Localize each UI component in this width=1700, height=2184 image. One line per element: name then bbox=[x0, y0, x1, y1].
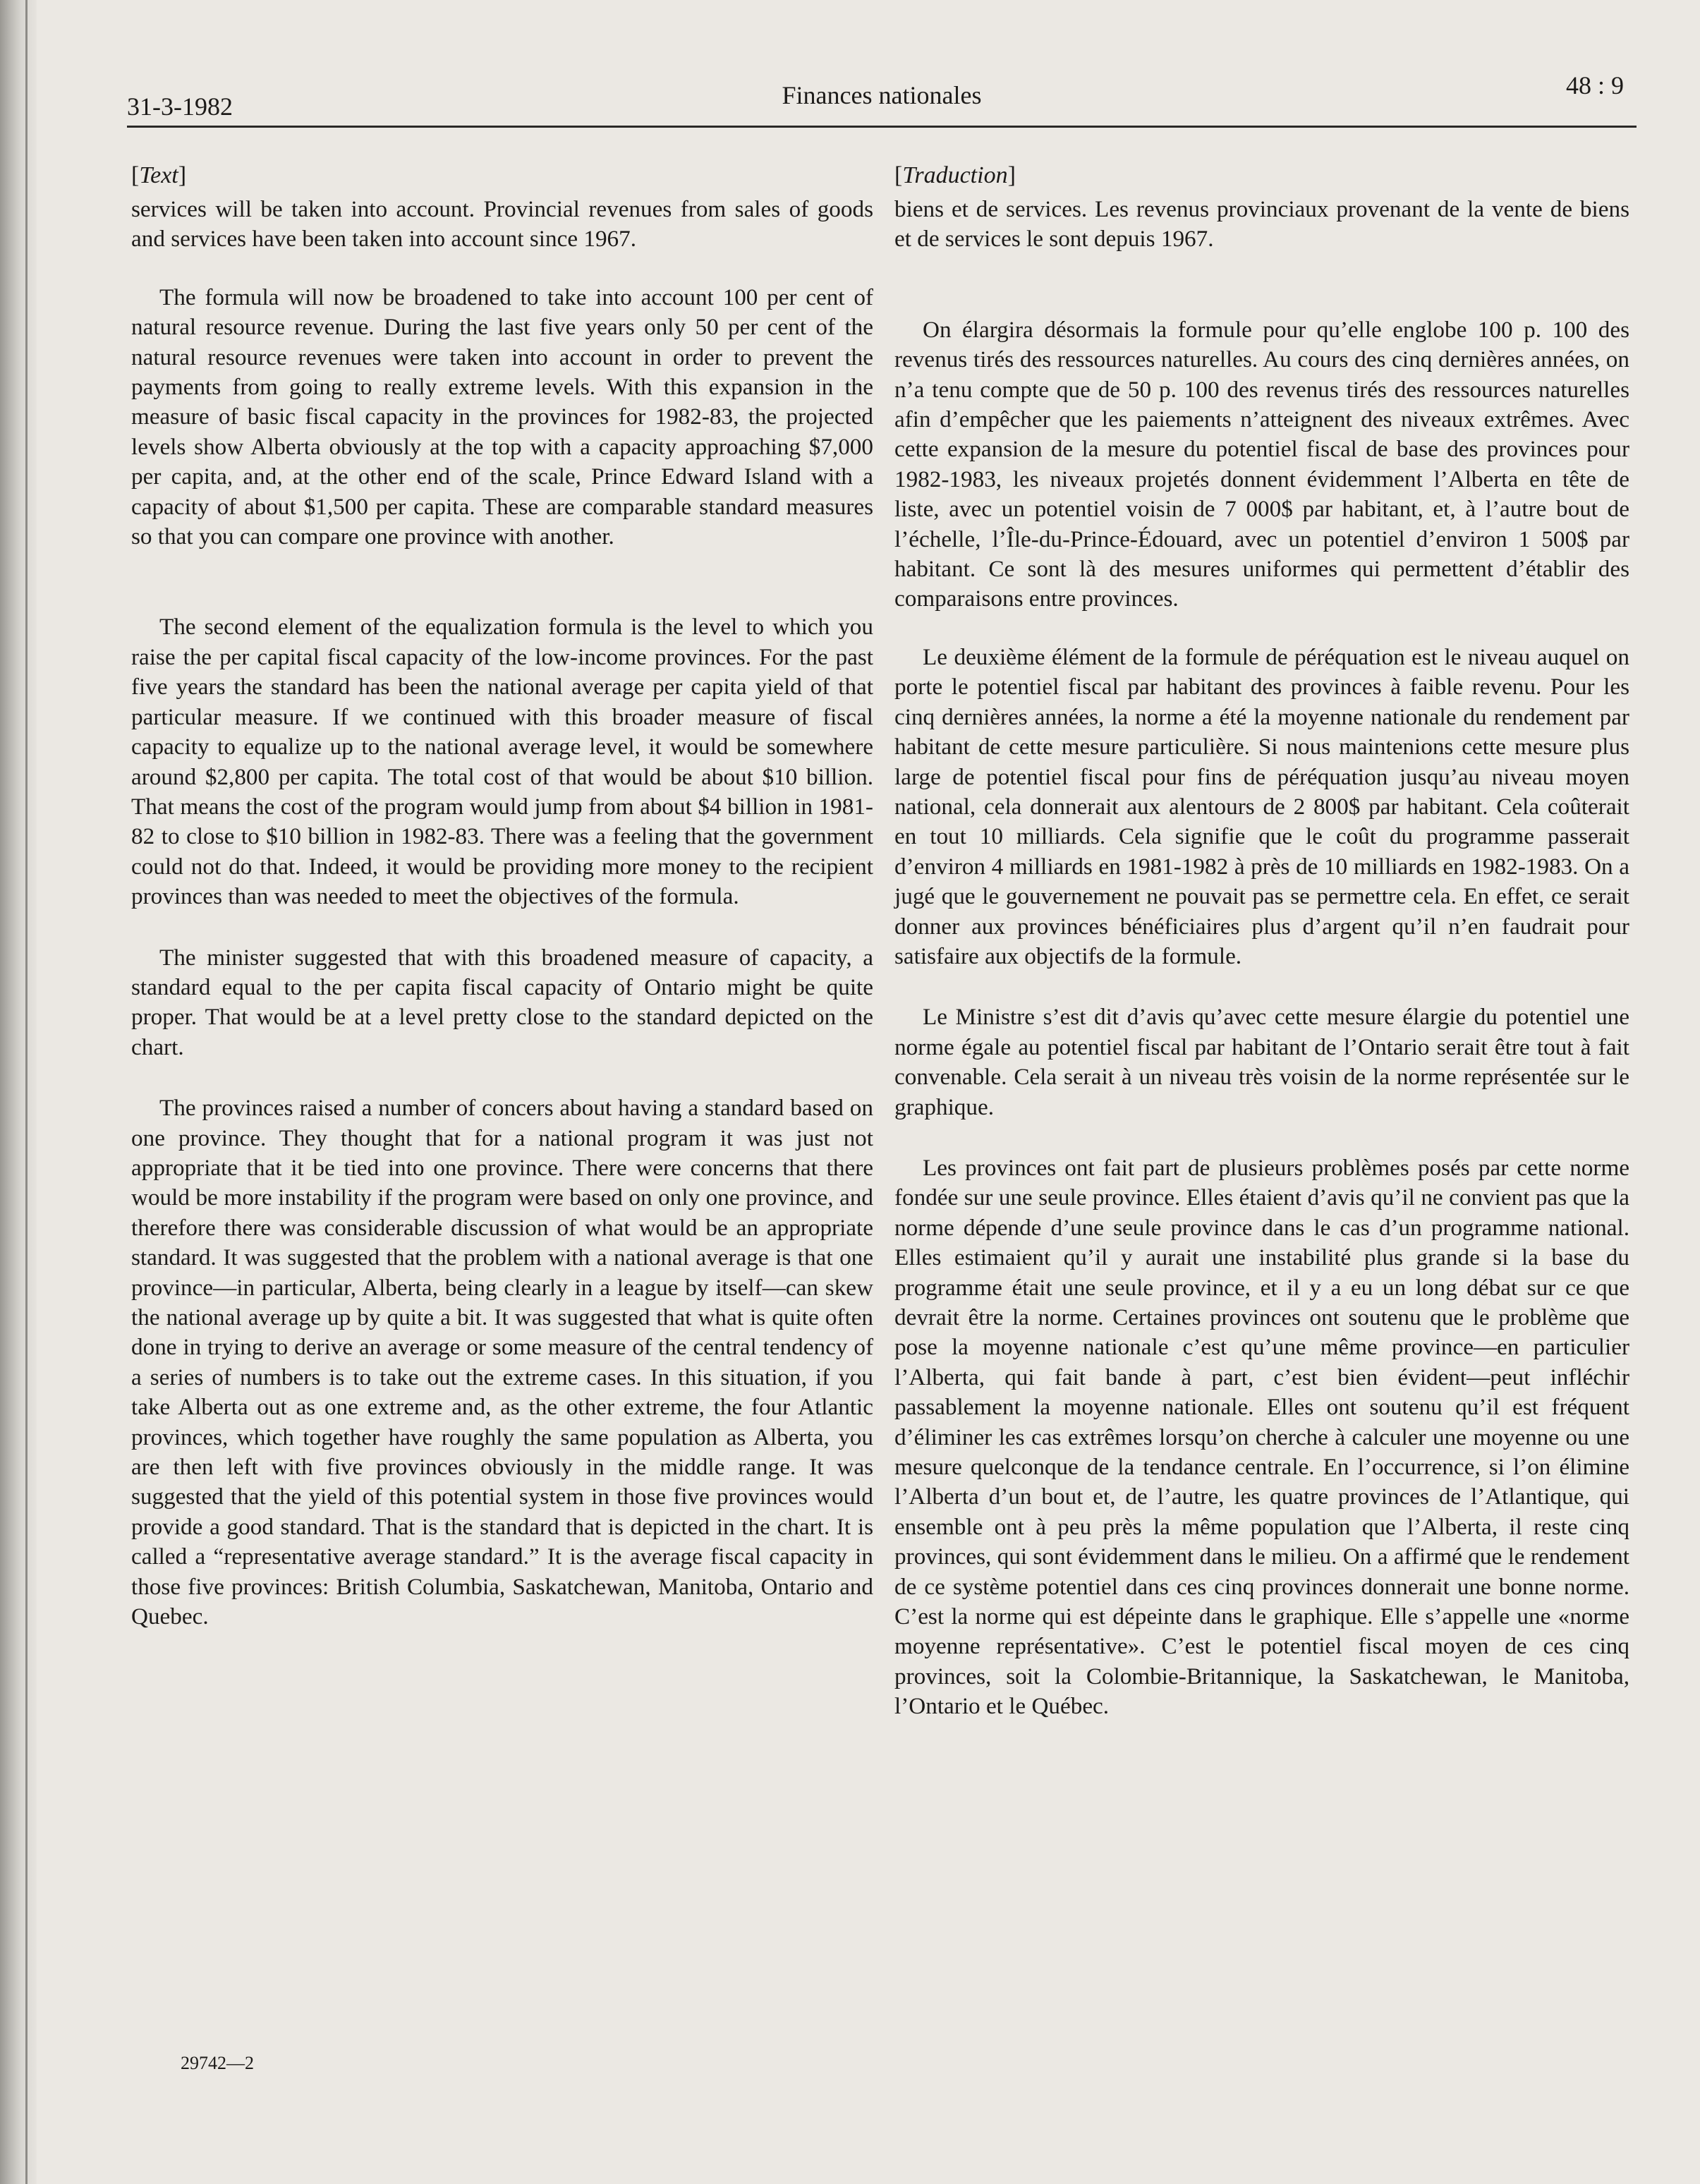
right-paragraph-4: Le Ministre s’est dit d’avis qu’avec cette mesure élargie du potentiel une norme égale au potentiel fiscal par habitant de l’Ontario serait être tout à fait convenable. Cela serait à un niveau très voisin de la norme représentée sur le graphique. bbox=[894, 1004, 1629, 1120]
right-tag-text: Traduction bbox=[902, 162, 1008, 188]
right-column-french bbox=[894, 161, 1629, 1722]
left-paragraph-1: services will be taken into account. Provincial revenues from sales of goods and services have been taken into account since 1967. bbox=[131, 196, 873, 253]
footer-print-code: 29742—2 bbox=[181, 2053, 254, 2073]
left-tag-text: Text bbox=[139, 162, 178, 188]
header-rule bbox=[127, 126, 1637, 128]
page-binding-shadow bbox=[0, 0, 37, 2184]
left-paragraph-2: The formula will now be broadened to take into account 100 per cent of natural resource revenue. During the last five years only 50 per cent of the natural resource revenues were taken into account in order to prevent the payments from going to really extreme levels. With this expansion in the measure of basic fiscal capacity in the provinces for 1982-83, the projected levels show Alberta obviously at the top with a capacity approaching $7,000 per capita, and, at the other end of the scale, Prince Edward Island with a capacity of about $1,500 per capita. These are comparable standard measures so that you can compare one province with another. bbox=[131, 284, 873, 550]
left-column-english bbox=[131, 161, 873, 1632]
right-paragraph-1: biens et de services. Les revenus provinciaux provenant de la vente de biens et de services le sont depuis 1967. bbox=[894, 196, 1629, 253]
header-title: Finances nationales bbox=[782, 81, 982, 109]
header-date: 31-3-1982 bbox=[127, 92, 233, 121]
binding-edge-line bbox=[25, 0, 28, 2184]
left-paragraph-5: The provinces raised a number of concers about having a standard based on one province. They thought that for a national program it was just not appropriate that it be tied into one province. There were concerns that there would be more instability if the program were based on only one province, and therefore there was considerable discussion of what would be an appropriate standard. It was suggested that the problem with a national average is that one province—in particular, Alberta, being clearly in a league by itself—can skew the national average up by quite a bit. It was suggested that what is quite often done in trying to derive an average or some measure of the central tendency of a series of numbers is to take out the extreme cases. In this situation, if you take Alberta out as one extreme and, as the other extreme, the four Atlantic provinces, which together have roughly the same population as Alberta, you are then left with five provinces obviously in the middle range. It was suggested that the yield of this potential system in those five provinces would provide a good standard. That is the standard that is depicted in the chart. It is called a “representative average standard.” It is the average fiscal capacity in those five provinces: British Columbia, Saskatchewan, Manitoba, Ontario and Quebec. bbox=[131, 1095, 873, 1630]
header-page-number: 48 : 9 bbox=[1565, 71, 1624, 99]
left-paragraph-4: The minister suggested that with this broadened measure of capacity, a standard equal to the per capita fiscal capacity of Ontario might be quite proper. That would be at a level pretty close to the standard depicted on the chart. bbox=[131, 944, 873, 1060]
right-paragraph-5: Les provinces ont fait part de plusieurs problèmes posés par cette norme fondée sur une seule province. Elles étaient d’avis qu’il ne convient pas que la norme dépende d’une seule province dans le cas d’un programme national. Elles estimaient qu’il y aurait une instabilité plus grande si la base du programme était une seule province, et il y a eu un long débat sur ce que devrait être la norme. Certaines provinces ont soutenu que le problème que pose la moyenne nationale c’est qu’une même province—en particulier l’Alberta, qui fait bande à part, c’est bien évident—peut infléchir passablement la moyenne nationale. Elles ont soutenu qu’il est fréquent d’éliminer les cas extrêmes lorsqu’on cherche à calculer une moyenne ou une mesure quelconque de la tendance centrale. En l’occurrence, si l’on élimine l’Alberta d’un bout et, de l’autre, les quatre provinces de l’Atlantique, qui ensemble ont à peu près la même population que l’Alberta, il reste cinq provinces, qui sont évidemment dans le milieu. On a affirmé que le rendement de ce système potentiel dans ces cinq provinces donnerait une bonne norme. C’est la norme qui est dépeinte dans le graphique. Elle s’appelle une «norme moyenne représentative». C’est le potentiel fiscal moyen de ces cinq provinces, soit la Colombie-Britannique, la Saskatchewan, le Manitoba, l’Ontario et le Québec. bbox=[894, 1154, 1629, 1720]
right-paragraph-3: Le deuxième élément de la formule de péréquation est le niveau auquel on porte le potentiel fiscal par habitant des provinces à faible revenu. Pour les cinq dernières années, la norme a été la moyenne nationale du rendement par habitant de cette mesure particulière. Si nous maintenions cette mesure plus large de potentiel fiscal pour fins de péréquation jusqu’au niveau moyen national, cela donnerait aux alentours de 2 800$ par habitant. Cela coûterait en tout 10 milliards. Cela signifie que le coût du programme passerait d’environ 4 milliards en 1981-1982 à près de 10 milliards en 1982-1983. On a jugé que le gouvernement ne pouvait pas se permettre cela. En effet, ce serait donner aux provinces bénéficiaires plus d’argent qu’il n’en faudrait pour satisfaire aux objectifs de la formule. bbox=[894, 643, 1629, 969]
left-column-tag: [Text] bbox=[131, 162, 187, 188]
right-column-tag: [Traduction] bbox=[894, 162, 1016, 188]
right-paragraph-2: On élargira désormais la formule pour qu’elle englobe 100 p. 100 des revenus tirés des ressources naturelles. Au cours des cinq dernières années, on n’a tenu compte que de 50 p. 100 des revenus tirés des ressources naturelles afin d’empêcher que les paiements n’atteignent des niveaux extrêmes. Avec cette expansion de la mesure du potentiel fiscal de base des provinces pour 1982-1983, les niveaux projetés donnent évidemment l’Alberta en tête de liste, avec un potentiel voisin de 7 000$ par habitant, et, à l’autre bout de l’échelle, l’Île-du-Prince-Édouard, avec un potentiel d’environ 1 500$ par habitant. Ce sont là des mesures uniformes qui permettent d’établir des comparaisons entre provinces. bbox=[894, 316, 1629, 612]
left-paragraph-3: The second element of the equalization formula is the level to which you raise the per capital fiscal capacity of the low-income provinces. For the past five years the standard has been the national average per capita yield of that particular measure. If we continued with this broader measure of fiscal capacity to equalize up to the national average level, it would be somewhere around $2,800 per capita. The total cost of that would be about $10 billion. That means the cost of the program would jump from about $4 billion in 1981-82 to close to $10 billion in 1982-83. There was a feeling that the government could not do that. Indeed, it would be providing more money to the recipient provinces than was needed to meet the objectives of the formula. bbox=[131, 614, 873, 910]
page-header bbox=[127, 71, 1637, 127]
